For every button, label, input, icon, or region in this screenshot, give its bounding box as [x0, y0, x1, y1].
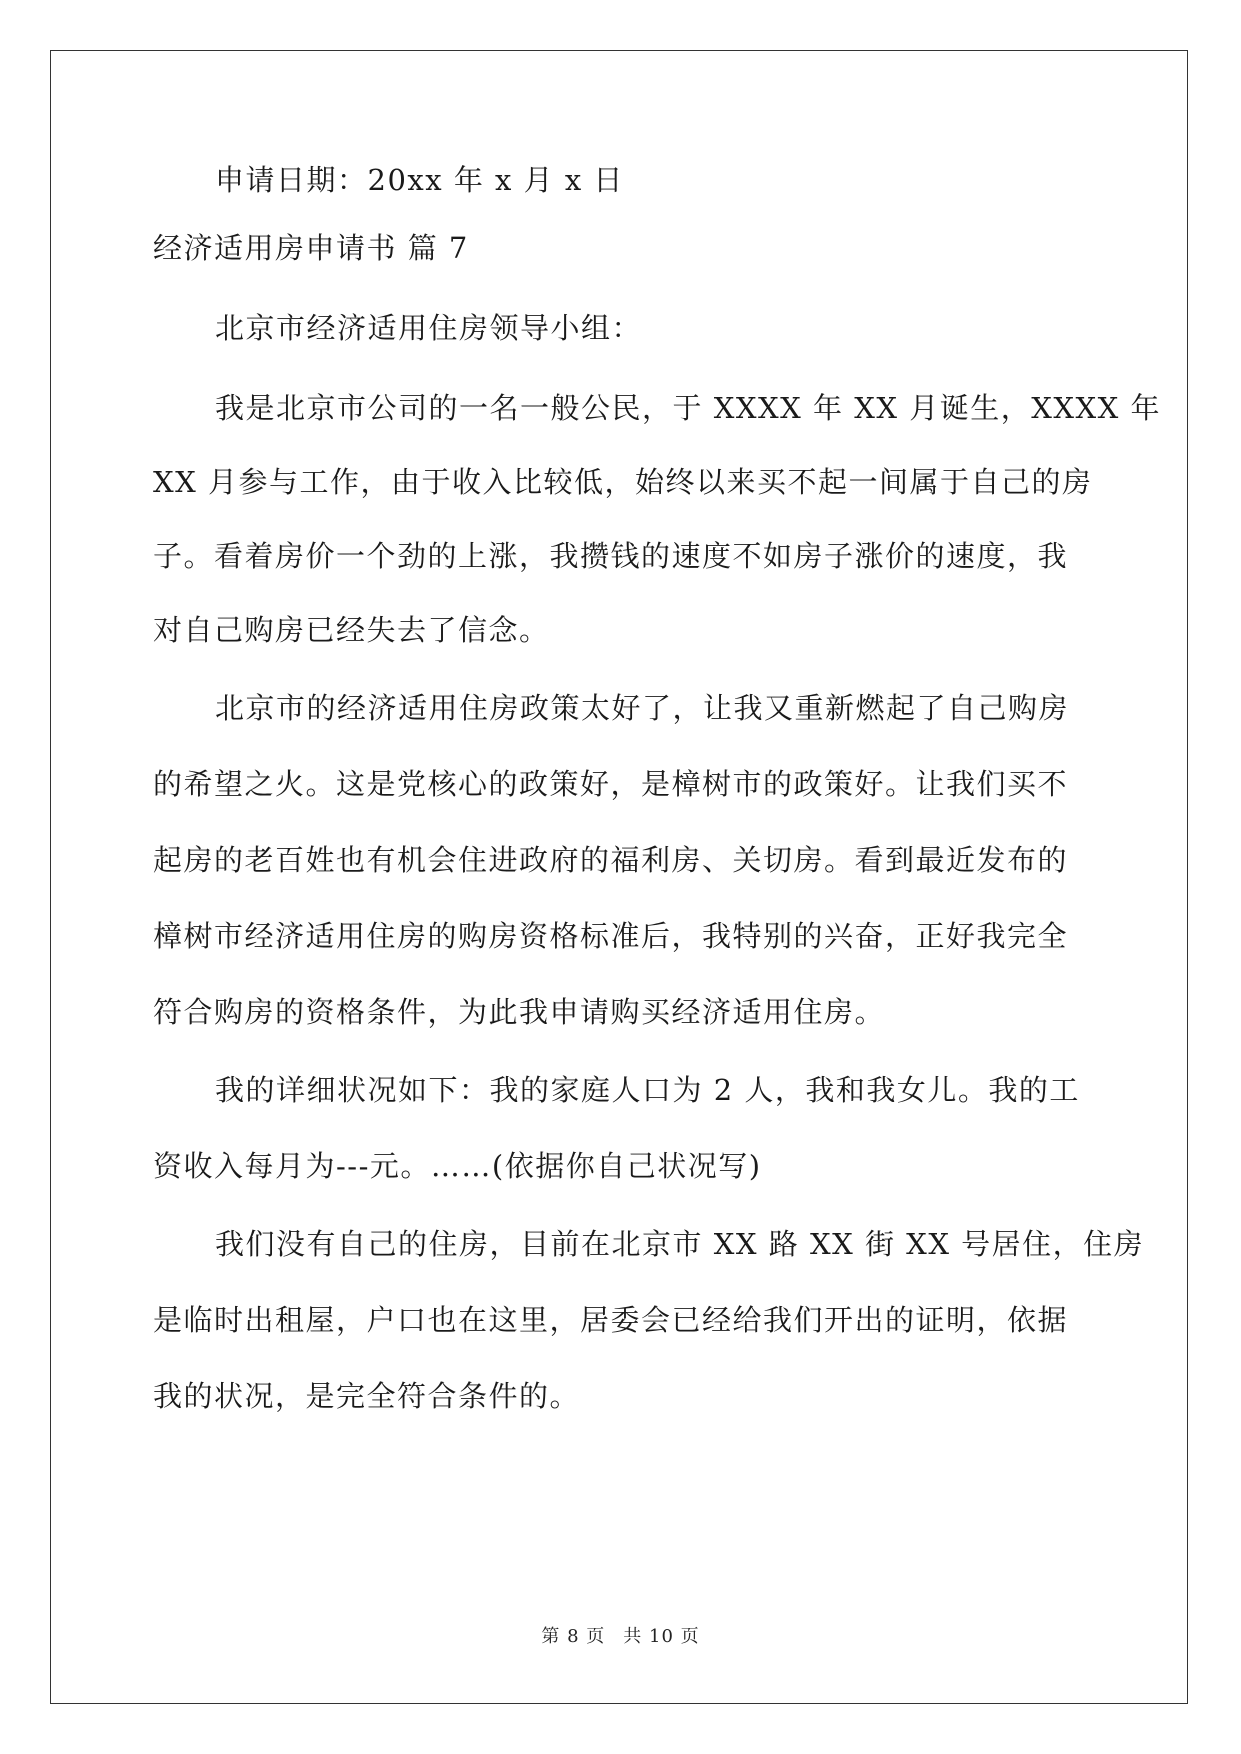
paragraph-line: 我是北京市公司的一名一般公民，于 XXXX 年 XX 月诞生，XXXX 年: [215, 391, 1162, 425]
page-number-total: 共 10 页: [623, 1626, 700, 1647]
paragraph-line: 对自己购房已经失去了信念。: [153, 613, 550, 647]
salutation: 北京市经济适用住房领导小组：: [215, 311, 643, 345]
paragraph-line: 起房的老百姓也有机会住进政府的福利房、关切房。看到最近发布的: [153, 843, 1069, 877]
paragraph-line: 是临时出租屋，户口也在这里，居委会已经给我们开出的证明，依据: [153, 1303, 1069, 1337]
paragraph-line: 资收入每月为---元。……(依据你自己状况写): [153, 1149, 762, 1183]
paragraph-line: 我们没有自己的住房，目前在北京市 XX 路 XX 街 XX 号居住，住房: [215, 1227, 1145, 1261]
page-number-current: 第 8 页: [541, 1626, 606, 1647]
application-date: 申请日期：20xx 年 x 月 x 日: [215, 163, 624, 197]
paragraph-line: 子。看着房价一个劲的上涨，我攒钱的速度不如房子涨价的速度，我: [153, 539, 1069, 573]
section-title: 经济适用房申请书 篇 7: [153, 231, 469, 265]
paragraph-line: 樟树市经济适用住房的购房资格标准后，我特别的兴奋，正好我完全: [153, 919, 1069, 953]
paragraph-line: 的希望之火。这是党核心的政策好，是樟树市的政策好。让我们买不: [153, 767, 1069, 801]
paragraph-line: 符合购房的资格条件，为此我申请购买经济适用住房。: [153, 995, 886, 1029]
paragraph-line: 北京市的经济适用住房政策太好了，让我又重新燃起了自己购房: [215, 691, 1070, 725]
paragraph-line: 我的状况，是完全符合条件的。: [153, 1379, 581, 1413]
paragraph-line: XX 月参与工作，由于收入比较低，始终以来买不起一间属于自己的房: [153, 465, 1093, 499]
paragraph-line: 我的详细状况如下：我的家庭人口为 2 人，我和我女儿。我的工: [215, 1073, 1080, 1107]
page-footer: [0, 1622, 1241, 1648]
